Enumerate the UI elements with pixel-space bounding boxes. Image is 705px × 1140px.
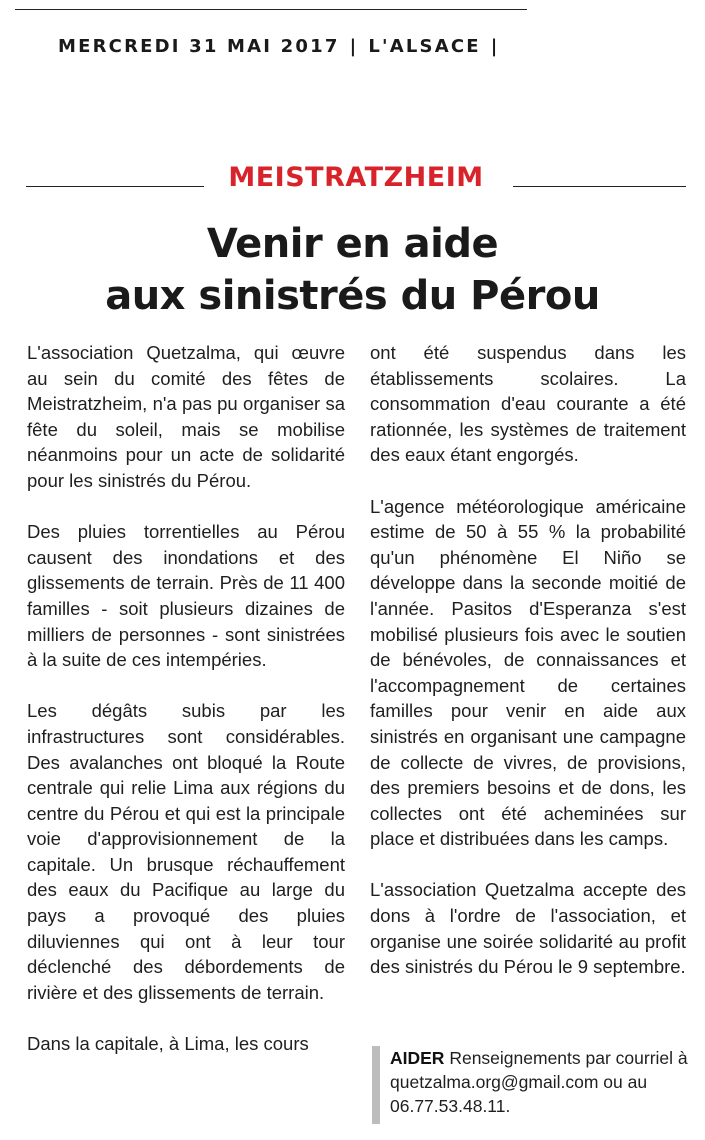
info-box: [372, 1046, 688, 1124]
paragraph: Dans la capitale, à Lima, les cours: [27, 1033, 309, 1055]
masthead: [58, 36, 510, 57]
article-column-right: [370, 340, 686, 980]
rubric-row: [0, 162, 705, 202]
issue-date: MERCREDI 31 MAI 2017: [58, 36, 340, 57]
paragraph: L'agence météorologique américaine estime de 50 à 55 % la probabilité qu'un phénomène El Niño se développe dans la seconde moitié de l'année. Pasitos d'Esperanza s'est mobilisé plusieurs fois avec le soutien de bénévoles, de connaissances et l'accompagnement de certaines familles pour venir en aide aux sinistrés en organisant une campagne de collecte de vivres, de provisions, des premiers besoins et de dons, les collectes ont été acheminées sur place et distribuées dans les camps.: [370, 495, 686, 850]
paragraph: ont été suspendus dans les établissements scolaires. La consommation d'eau courante a été rationnée, les systèmes de traitement des eaux étant engorgés.: [370, 342, 686, 466]
rubric-line-left: [26, 186, 204, 187]
info-box-text: Renseignements par courriel à quetzalma.org@gmail.com ou au 06.77.53.48.11.: [390, 1048, 688, 1116]
paragraph: Des pluies torrentielles au Pérou causent des inondations et des glissements de terrain. Près de 11 400 familles - soit plusieurs dizaines de milliers de personnes - sont sinistrées à la suite de ces intempéries.: [27, 521, 345, 671]
rubric-line-right: [513, 186, 686, 187]
headline-line-2: aux sinistrés du Pérou: [105, 273, 600, 319]
top-rule: [15, 9, 527, 10]
rubric-title: MEISTRATZHEIM: [228, 162, 484, 193]
masthead-separator-end: |: [490, 36, 500, 57]
article-headline: [0, 218, 705, 322]
paragraph: L'association Quetzalma accepte des dons à l'ordre de l'association, et organise une soirée solidarité au profit des sinistrés du Pérou le 9 septembre.: [370, 879, 686, 978]
masthead-separator: |: [349, 36, 359, 57]
article-column-left: [27, 340, 345, 1057]
headline-line-1: Venir en aide: [206, 221, 499, 267]
info-box-label: AIDER: [390, 1048, 445, 1068]
paragraph: Les dégâts subis par les infrastructures sont considérables. Des avalanches ont bloqué la Route centrale qui relie Lima aux régions du centre du Pérou et qui est la principale voie d'approvisionnement de la capitale. Un brusque réchauffement des eaux du Pacifique au large du pays a provoqué des pluies diluviennes qui ont à leur tour déclenché des débordements de rivière et des glissements de terrain.: [27, 700, 345, 1003]
paragraph: L'association Quetzalma, qui œuvre au sein du comité des fêtes de Meistratzheim, n'a pas pu organiser sa fête du soleil, mais se mobilise néanmoins pour un acte de solidarité pour les sinistrés du Pérou.: [27, 342, 345, 491]
publication-name: L'ALSACE: [368, 36, 481, 57]
